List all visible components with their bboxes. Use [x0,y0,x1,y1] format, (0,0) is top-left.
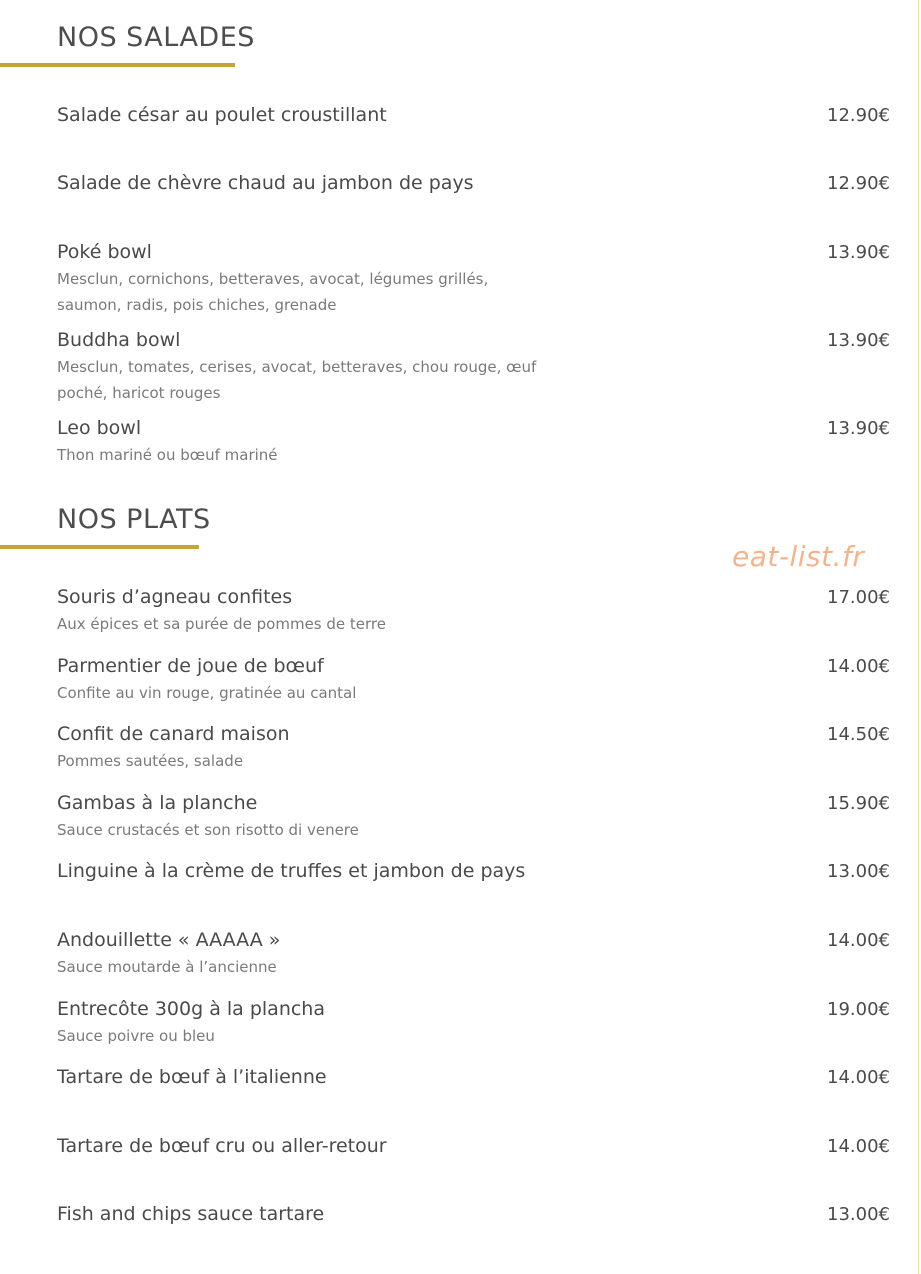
item-name: Buddha bowl [57,329,181,351]
item-name: Linguine à la crème de truffes et jambon de pays [57,860,526,882]
item-price: 13.90€ [827,330,890,351]
item-description: Sauce poivre ou bleu [57,1027,215,1045]
item-description: Pommes sautées, salade [57,752,244,770]
page-edge-line [918,0,919,1274]
item-description: Thon mariné ou bœuf mariné [57,446,278,464]
item-name: Andouillette « AAAAA » [57,929,281,951]
item-description: Mesclun, tomates, cerises, avocat, betteraves, chou rouge, œuf poché, haricot rouges [57,358,537,402]
item-name: Salade césar au poulet croustillant [57,104,387,126]
item-name: Tartare de bœuf à l’italienne [57,1066,327,1088]
item-price: 14.00€ [827,930,890,951]
item-price: 12.90€ [827,173,890,194]
watermark-text: eat-list.fr [732,540,865,573]
item-price: 14.00€ [827,1136,890,1157]
section-title-plats: NOS PLATS [57,504,211,535]
item-price: 15.90€ [827,793,890,814]
item-description: Sauce moutarde à l’ancienne [57,958,277,976]
item-name: Gambas à la planche [57,792,258,814]
item-name: Tartare de bœuf cru ou aller-retour [57,1135,387,1157]
item-name: Confit de canard maison [57,723,290,745]
item-description: Confite au vin rouge, gratinée au cantal [57,684,357,702]
item-price: 17.00€ [827,587,890,608]
item-name: Leo bowl [57,417,142,439]
item-price: 14.00€ [827,1067,890,1088]
section-rule-plats [0,545,199,549]
item-name: Entrecôte 300g à la plancha [57,998,325,1020]
item-name: Parmentier de joue de bœuf [57,655,324,677]
item-price: 19.00€ [827,999,890,1020]
item-price: 13.00€ [827,1204,890,1225]
item-name: Souris d’agneau confites [57,586,293,608]
item-price: 12.90€ [827,105,890,126]
section-rule-salades [0,63,235,67]
item-price: 13.90€ [827,242,890,263]
item-description: Mesclun, cornichons, betteraves, avocat, légumes grillés, saumon, radis, pois chiches, grenade [57,270,489,314]
item-price: 13.00€ [827,861,890,882]
item-price: 14.00€ [827,656,890,677]
section-title-salades: NOS SALADES [57,22,255,53]
item-name: Salade de chèvre chaud au jambon de pays [57,172,474,194]
item-name: Poké bowl [57,241,152,263]
item-description: Aux épices et sa purée de pommes de terre [57,615,386,633]
item-description: Sauce crustacés et son risotto di venere [57,821,359,839]
item-name: Fish and chips sauce tartare [57,1203,325,1225]
item-price: 14.50€ [827,724,890,745]
item-price: 13.90€ [827,418,890,439]
